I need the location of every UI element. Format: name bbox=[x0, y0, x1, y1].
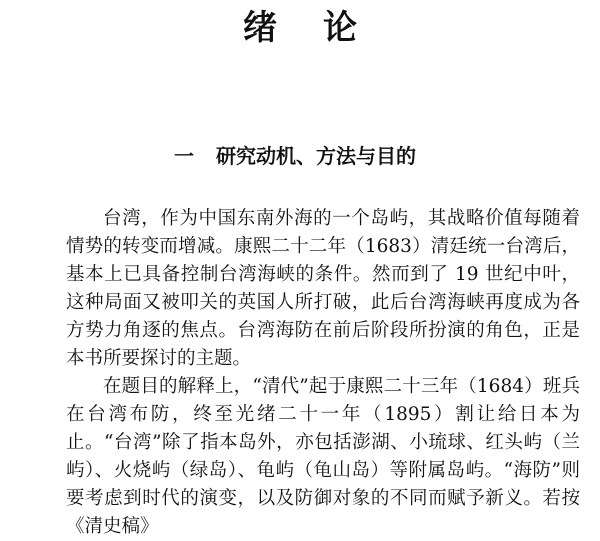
paragraph-1: 台湾，作为中国东南外海的一个岛屿，其战略价值每随着情势的转变而增减。康熙二十二年（1683）清廷统一台湾后，基本上已具备控制台湾海峡的条件。然而到了 19 世纪中叶，这种局面又被叩关的英国人所打破，此后台湾海峡再度成为各方势力角逐的焦点。台湾海防在前后阶段所扮演的角色，正是本书所要探讨的主题。 bbox=[66, 208, 580, 369]
body-text bbox=[66, 205, 580, 541]
section-heading bbox=[174, 143, 416, 169]
chapter-title-char-1: 绪 bbox=[243, 8, 277, 48]
chapter-title-char-2: 论 bbox=[323, 8, 357, 48]
chapter-title bbox=[0, 8, 600, 48]
paragraph-2: 在题目的解释上，“清代”起于康熙二十三年（1684）班兵在台湾布防，终至光绪二十一年（1895）割让给日本为止。“台湾”除了指本岛外，亦包括澎湖、小琉球、红头屿（兰屿）、火烧屿（绿岛）、龟屿（龟山岛）等附属岛屿。“海防”则要考虑到时代的演变，以及防御对象的不同而赋予新义。若按《清史稿》 bbox=[66, 376, 580, 537]
section-number: 一 bbox=[174, 144, 194, 168]
section-title: 研究动机、方法与目的 bbox=[216, 144, 416, 168]
